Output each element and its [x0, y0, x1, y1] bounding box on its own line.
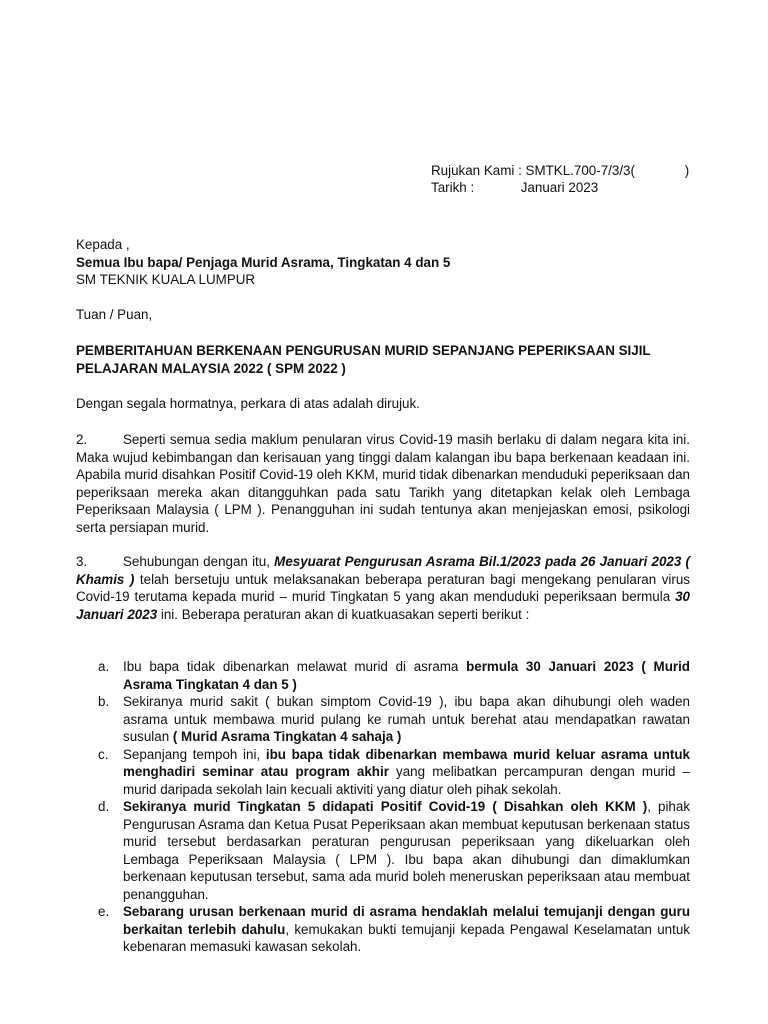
rujukan-label: Rujukan Kami : — [431, 163, 522, 178]
item-e-text-2: , kemukakan bukti temujanji kepada Pengawal Keselamatan untuk kebenaran memasuki kawasan sekolah. — [123, 921, 690, 954]
paragraph-3-text-2: telah bersetuju untuk melaksanakan beberapa peraturan bagi mengekang penularan virus Covid-19 terutama kepada murid – murid Tingkatan 5 yang akan menduduki peperiksaan bermula — [76, 571, 690, 604]
paragraph-2-number: 2. — [76, 432, 88, 447]
paragraph-3-number: 3. — [76, 554, 88, 569]
paragraph-2 — [76, 431, 690, 536]
paragraph-3-meeting: Mesyuarat Pengurusan Asrama Bil.1/2023 pada 26 Januari 2023 ( Khamis ) — [76, 554, 690, 587]
item-e-text-1: Sebarang urusan berkenaan murid di asrama hendaklah melalui temujanji dengan guru berkaitan terlebih dahulu — [123, 904, 690, 937]
list-item — [98, 798, 690, 903]
recipient-line-2: SM TEKNIK KUALA LUMPUR — [76, 272, 256, 287]
rujukan-close: ) — [684, 163, 690, 178]
list-marker: b. — [98, 694, 110, 709]
list-item — [98, 658, 690, 693]
list-marker: a. — [98, 659, 110, 674]
paragraph-3-text-1: Sehubungan dengan itu, — [123, 554, 275, 569]
item-a-text-2: bermula 30 Januari 2023 ( Murid Asrama Tingkatan 4 dan 5 ) — [123, 659, 690, 692]
list-marker: c. — [98, 746, 109, 762]
item-b-text-2: ( Murid Asrama Tingkatan 4 sahaja ) — [172, 729, 402, 744]
reference-block — [431, 162, 689, 196]
list-marker: d. — [98, 799, 110, 814]
recipient-block — [76, 236, 690, 289]
item-c-text-3: yang melibatkan percampuran dengan murid – murid daripada sekolah lain kecuali aktiviti yang diatur oleh pihak sekolah. — [123, 764, 690, 797]
opening-paragraph: Dengan segala hormatnya, perkara di atas adalah dirujuk. — [76, 396, 420, 411]
rujukan-row — [431, 162, 689, 179]
item-c-text-1: Sepanjang tempoh ini, — [123, 746, 266, 762]
subject-heading: PEMBERITAHUAN BERKENAAN PENGURUSAN MURID SEPANJANG PEPERIKSAAN SIJIL PELAJARAN MALAYSIA 2022 ( SPM 2022 ) — [76, 343, 651, 376]
paragraph-2-text: Seperti semua sedia maklum penularan virus Covid-19 masih berlaku di dalam negara kita ini. Maka wujud kebimbangan dan kerisauan yang tinggi dalam kalangan ibu bapa berkenaan keadaan ini. Apabila murid disahkan Positif Covid-19 oleh KKM, murid tidak dibenarkan menduduki peperiksaan dan peperiksaan mereka akan ditangguhkan pada satu Tarikh yang ditetapkan kelak oleh Lembaga Peperiksaan Malaysia ( LPM ). Penangguhan ini sudah tentunya akan menjejaskan emosi, psikologi serta persiapan murid. — [76, 432, 690, 535]
item-d-text-1: Sekiranya murid Tingkatan 5 didapati Positif Covid-19 ( Disahkan oleh KKM ) — [123, 799, 648, 814]
kepada-label: Kepada , — [76, 237, 130, 252]
paragraph-3 — [76, 553, 690, 623]
item-d-text-2: , pihak Pengurusan Asrama dan Ketua Pusat Peperiksaan akan membuat keputusan berkenaan status murid tersebut berdasarkan peraturan pengurusan peperiksaan yang dikeluarkan oleh Lembaga Peperiksaan Malaysia ( LPM ). Ibu bapa akan dihubungi dan dimaklumkan berkenaan keputusan tersebut, sama ada murid boleh meneruskan peperiksaan atau membuat penangguhan. — [123, 799, 691, 902]
paragraph-3-date: 30 Januari 2023 — [76, 589, 690, 622]
tarikh-value: Januari 2023 — [520, 180, 599, 195]
tarikh-label: Tarikh : — [431, 180, 475, 195]
recipient-line-1: Semua Ibu bapa/ Penjaga Murid Asrama, Tingkatan 4 dan 5 — [76, 254, 451, 270]
list-item — [98, 693, 690, 746]
item-b-text-1: Sekiranya murid sakit ( bukan simptom Covid-19 ), ibu bapa akan dihubungi oleh waden asrama untuk membawa murid pulang ke rumah untuk berehat atau mendapatkan rawatan susulan — [123, 694, 690, 744]
item-c-text-2: ibu bapa tidak dibenarkan membawa murid keluar asrama untuk menghadiri seminar atau program akhir — [123, 746, 690, 779]
rules-list — [98, 658, 690, 956]
paragraph-3-text-3: ini. Beberapa peraturan akan di kuatkuasakan seperti berikut : — [157, 606, 530, 622]
tarikh-row — [431, 179, 689, 196]
list-item — [98, 746, 690, 799]
salutation: Tuan / Puan, — [76, 307, 153, 322]
item-a-text-1: Ibu bapa tidak dibenarkan melawat murid di asrama — [123, 659, 467, 674]
rujukan-value: SMTKL.700-7/3/3( — [525, 163, 635, 178]
list-marker: e. — [98, 904, 110, 919]
list-item — [98, 903, 690, 956]
